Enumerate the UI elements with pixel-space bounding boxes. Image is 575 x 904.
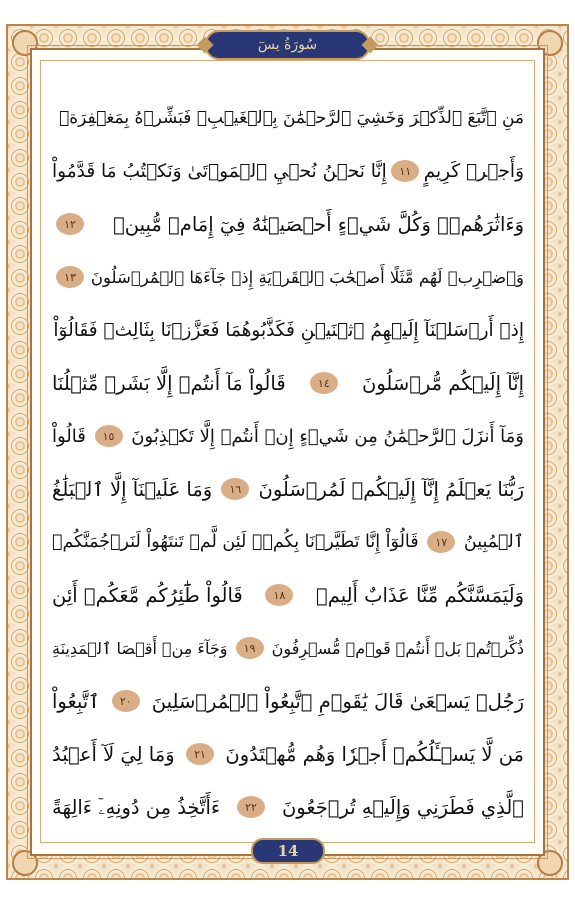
- verse-text: وَٱضۡرِبۡ لَهُم مَّثَلًا أَصۡحَٰبَ ٱلۡقَرۡيَةِ إِذۡ جَآءَهَا ٱلۡمُرۡسَلُونَ: [90, 267, 524, 287]
- verse-text: ٱتَّبِعُواْ: [52, 689, 100, 713]
- verse-text: مَن لَّا يَسۡـَٔلُكُمۡ أَجۡرٗا وَهُم مُّهۡتَدُونَ: [225, 742, 524, 766]
- verse-text: وَمَآ أَنزَلَ ٱلرَّحۡمَٰنُ مِن شَيۡءٍ إِنۡ أَنتُمۡ إِلَّا تَكۡذِبُونَ: [131, 425, 524, 447]
- verse-line: [52, 779, 524, 835]
- verse-text: قَالُواْ: [52, 425, 86, 447]
- ayah-number-marker: ١١: [391, 160, 419, 182]
- ayah-number-marker: ١٥: [95, 425, 123, 447]
- verse-text: وَمَا عَلَيۡنَآ إِلَّا ٱلۡبَلَٰغُ: [52, 477, 213, 501]
- verse-line: [52, 302, 524, 358]
- verse-line: [52, 461, 524, 517]
- ayah-number-marker: ١٨: [265, 584, 293, 606]
- verse-line: [52, 567, 524, 623]
- verse-text: وَأَجۡرٖ كَرِيمٍ: [423, 160, 524, 182]
- verse-text: قَالُواْ مَآ أَنتُمۡ إِلَّا بَشَرٞ مِّثۡلُنَا: [52, 371, 286, 395]
- verse-text: ٱلَّذِي فَطَرَنِي وَإِلَيۡهِ تُرۡجَعُونَ: [281, 795, 524, 819]
- ayah-number-marker: ١٧: [427, 531, 455, 553]
- ayah-number-marker: ١٢: [56, 213, 84, 235]
- verse-line: [52, 726, 524, 782]
- quran-text-block: [52, 90, 524, 830]
- ayah-number-marker: ٢٢: [237, 796, 265, 818]
- verse-text: رَبُّنَا يَعۡلَمُ إِنَّآ إِلَيۡكُمۡ لَمُرۡسَلُونَ: [258, 477, 524, 501]
- verse-text: قَالُواْ طَٰٓئِرُكُم مَّعَكُمۡ أَئِن: [52, 583, 243, 607]
- ayah-number-marker: ١٤: [310, 372, 338, 394]
- ayah-number-marker: ١٩: [236, 637, 264, 659]
- surah-title-banner: [205, 30, 370, 60]
- verse-line: [52, 143, 524, 199]
- verse-text: إِذۡ أَرۡسَلۡنَآ إِلَيۡهِمُ ٱثۡنَيۡنِ فَكَذَّبُوهُمَا فَعَزَّزۡنَا بِثَالِثٖ فَقَالُوٓاْ: [53, 319, 524, 341]
- verse-line: [52, 673, 524, 729]
- verse-text: قَالُوٓاْ إِنَّا تَطَيَّرۡنَا بِكُمۡۖ لَئِن لَّمۡ تَنتَهُواْ لَنَرۡجُمَنَّكُمۡ: [52, 532, 419, 552]
- ayah-number-marker: ١٦: [221, 478, 249, 500]
- verse-text: إِنَّآ إِلَيۡكُم مُّرۡسَلُونَ: [362, 371, 524, 395]
- ayah-number-marker: ٢١: [186, 743, 214, 765]
- verse-text: مَنِ ٱتَّبَعَ ٱلذِّكۡرَ وَخَشِيَ ٱلرَّحۡمَٰنَ بِٱلۡغَيۡبِۖ فَبَشِّرۡهُ بِمَغۡفِرَةٖ: [59, 108, 524, 128]
- verse-text: وَءَاثَٰرَهُمۡۚ وَكُلَّ شَيۡءٍ أَحۡصَيۡنَٰهُ فِيٓ إِمَامٖ مُّبِينٖ: [113, 212, 524, 236]
- ayah-number-marker: ٢٠: [112, 690, 140, 712]
- verse-text: ءَأَتَّخِذُ مِن دُونِهِۦٓ ءَالِهَةً: [52, 795, 221, 819]
- verse-text: وَلَيَمَسَّنَّكُم مِّنَّا عَذَابٌ أَلِيمٞ: [316, 583, 524, 607]
- surah-title: سُورَةُ يسٓ: [257, 37, 318, 53]
- verse-text: رَجُلٞ يَسۡعَىٰ قَالَ يَٰقَوۡمِ ٱتَّبِعُواْ ٱلۡمُرۡسَلِينَ: [151, 689, 524, 713]
- verse-line: [52, 196, 524, 252]
- verse-line: [52, 355, 524, 411]
- verse-line: [52, 90, 524, 146]
- page-number: 14: [277, 842, 299, 860]
- verse-text: وَمَا لِيَ لَآ أَعۡبُدُ: [52, 742, 175, 766]
- verse-text: ٱلۡمُبِينُ: [463, 532, 524, 552]
- verse-line: [52, 249, 524, 305]
- verse-text: وَجَآءَ مِنۡ أَقۡصَا ٱلۡمَدِينَةِ: [52, 638, 228, 658]
- page-number-tab: [251, 838, 325, 864]
- verse-line: [52, 620, 524, 676]
- verse-line: [52, 514, 524, 570]
- verse-line: [52, 408, 524, 464]
- ayah-number-marker: ١٣: [56, 266, 84, 288]
- verse-text: إِنَّا نَحۡنُ نُحۡيِ ٱلۡمَوۡتَىٰ وَنَكۡتُبُ مَا قَدَّمُواْ: [52, 160, 387, 182]
- verse-text: ذُكِّرۡتُمۚ بَلۡ أَنتُمۡ قَوۡمٞ مُّسۡرِفُونَ: [271, 638, 524, 658]
